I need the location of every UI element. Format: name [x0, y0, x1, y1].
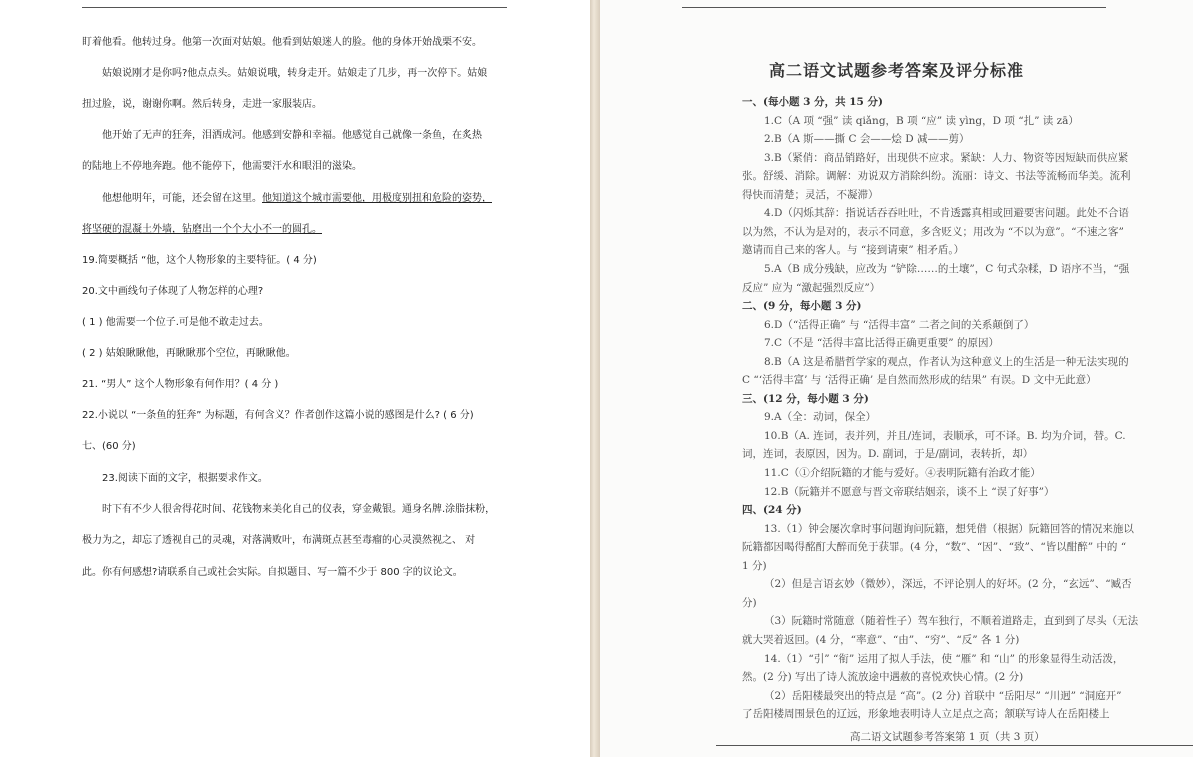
page-gutter: [590, 0, 600, 757]
text-line: 扭过脸，说，谢谢你啊。然后转身，走进一家服装店。: [82, 99, 322, 110]
section-heading: 一、(每小题 3 分，共 15 分): [742, 96, 883, 108]
top-rule: [82, 7, 507, 8]
answer-line: 7.C（不是 “活得丰富比活得正确更重要” 的原因）: [764, 337, 999, 350]
answer-line: 反应” 应为 “激起强烈反应”）: [742, 281, 881, 294]
text-line: 21. “男人” 这个人物形象有何作用？( 4 分 ): [82, 379, 279, 390]
answer-line: 分): [742, 596, 757, 609]
section-heading: 三、(12 分，每小题 3 分): [742, 392, 869, 405]
answer-line: （2）但是言语玄妙（微妙），深远，不评论别人的好坏。(2 分，“玄远”、“臧否: [764, 578, 1132, 591]
answer-line: 1 分): [742, 559, 767, 572]
text-line: 极力为之，却忘了透视自己的灵魂，对落满败叶，布满斑点甚至毒瘤的心灵漠然视之、 对: [82, 535, 476, 546]
text-line: 此。你有何感想?请联系自己或社会实际。自拟题目、写一篇不少于 800 字的议论文。: [82, 567, 463, 578]
text-line: [102, 192, 512, 206]
answer-line: 以为然，不认为是对的，表示不同意，多含贬义；用改为 “不以为意”。“不速之客”: [742, 225, 1124, 238]
text-line: 姑娘说刚才是你吗?他点点头。姑娘说哦，转身走开。姑娘走了几步，再一次停下。姑娘: [102, 68, 488, 79]
underlined-sentence: 将坚硬的混凝土外墙，钻磨出一个个大小不一的圆孔。: [82, 224, 322, 235]
answer-line: 词，连词，表原因，因为。D. 副词，于是/副词，表转折，却）: [742, 448, 1034, 461]
answer-line: （3）阮籍时常随意（随着性子）驾车独行，不顺着道路走，直到到了尽头（无法: [764, 615, 1139, 628]
section-heading: 四、(24 分): [742, 504, 802, 517]
text-line: ( 1 ) 他需要一个位子.可是他不敢走过去。: [82, 317, 269, 328]
text-line: ( 2 ) 姑娘瞅瞅他，再瞅瞅那个空位，再瞅瞅他。: [82, 348, 296, 359]
answer-line: 6.D（“活得正确” 与 “活得丰富” 二者之间的关系颠倒了）: [764, 318, 1035, 331]
answer-line: 阮籍都因喝得酩酊大醉而免于获罪。(4 分，“数”、“因”、“致”、“皆以酣醉” 中的 “: [742, 541, 1127, 554]
answer-line: 9.A（全：动词，保全）: [764, 411, 877, 424]
answer-line: 然。(2 分) 写出了诗人流放途中遇赦的喜悦欢快心情。(2 分): [742, 671, 1024, 684]
answer-line: 14.（1）“引” “衔” 运用了拟人手法，使 “雁” 和 “山” 的形象显得生动活泼，: [764, 652, 1124, 665]
top-rule: [682, 7, 1106, 8]
text-line: 七、(60 分): [82, 441, 136, 452]
text-line: 20.文中画线句子体现了人物怎样的心理?: [82, 286, 264, 297]
answer-line: 13.（1）钟会屡次拿时事问题询问阮籍，想凭借（根据）阮籍回答的情况来施以: [764, 522, 1134, 535]
answer-line: 10.B（A. 连词，表并列，并且/连词，表顺承，可不译。B. 均为介词，替。C.: [764, 429, 1126, 442]
answer-line: 就大哭着返回。(4 分，“率意”、“由”、“穷”、“反” 各 1 分): [742, 633, 1020, 646]
text-line: 他开始了无声的狂奔，泪洒成河。他感到安静和幸福。他感觉自己就像一条鱼，在炙热: [102, 130, 482, 141]
answer-key-title: 高二语文试题参考答案及评分标准: [768, 61, 1024, 80]
answer-line: 11.C（①介绍阮籍的才能与爱好。④表明阮籍有治政才能）: [764, 467, 1041, 479]
answer-line: 12.B（阮籍并不愿意与晋文帝联结姻亲，谈不上 “误了好事”）: [764, 485, 1055, 498]
right-page: [600, 0, 1193, 757]
text-line: 22.小说以 “一条鱼的狂奔” 为标题，有何含义？作者创作这篇小说的感图是什么? ( 6 分): [82, 410, 474, 421]
answer-line: （2）岳阳楼最突出的特点是 “高”。(2 分) 首联中 “岳阳尽” “川迥” “洞庭开”: [764, 689, 1122, 702]
answer-line: 张。舒缓、消除。调解：劝说双方消除纠纷。流丽：诗文、书法等流畅而华美。流利: [742, 170, 1131, 183]
answer-line: 了岳阳楼周围景色的辽远，形象地表明诗人立足点之高；颔联写诗人在岳阳楼上: [742, 708, 1110, 721]
answer-line: 1.C（A 项 “强” 读 qiǎng，B 项 “应” 读 yìng，D 项 “扎” 读 zā）: [764, 114, 1079, 127]
answer-line: 2.B（A 斯——撕 C 会——烩 D 减——剪）: [764, 133, 970, 146]
text-line: 时下有不少人很舍得花时间、花钱物来美化自己的仪表，穿金戴银。通身名牌.涂脂抹粉，: [102, 504, 496, 515]
text-segment: 他想他明年，可能，还会留在这里。: [102, 193, 262, 204]
answer-line: C “‘活得丰富’ 与 ‘活得正确’ 是自然而然形成的结果” 有误。D 文中无此意）: [742, 374, 1097, 387]
answer-line: 3.B（紧俏：商品销路好，出现供不应求。紧缺：人力、物资等因短缺而供应紧: [764, 151, 1129, 164]
text-line: 的陆地上不停地奔跑。他不能停下，他需要汗水和眼泪的滋染。: [82, 161, 362, 172]
answer-line: 得快而清楚；灵活，不凝滞）: [742, 188, 879, 201]
answer-line: 邀请而自己来的客人。与 “接到请柬” 相矛盾。）: [742, 244, 965, 257]
page-footer: 高二语文试题参考答案第 1 页（共 3 页）: [850, 731, 1045, 743]
underlined-sentence: 他知道这个城市需要他，用极度别扭和危险的姿势，: [262, 193, 492, 204]
left-page: [0, 0, 590, 757]
answer-line: 5.A（B 成分残缺，应改为 “铲除……的土壤”，C 句式杂糅，D 语序不当，“强: [764, 262, 1130, 275]
section-heading: 二、(9 分，每小题 3 分): [742, 300, 862, 313]
answer-line: 8.B（A 这是希腊哲学家的观点，作者认为这种意义上的生活是一种无法实现的: [764, 355, 1129, 368]
answer-line: 4.D（闪烁其辞：指说话吞吞吐吐，不肯透露真相或回避要害问题。此处不合语: [764, 207, 1129, 220]
text-line: 19.简要概括 “他，这个人物形象的主要特征。( 4 分): [82, 255, 317, 266]
bottom-rule: [716, 745, 1193, 746]
text-line: 23.阅读下面的文字，根据要求作文。: [102, 473, 268, 484]
text-line: 盯着他看。他转过身。他第一次面对姑娘。他看到姑娘迷人的脸。他的身体开始战栗不安。: [82, 37, 482, 48]
